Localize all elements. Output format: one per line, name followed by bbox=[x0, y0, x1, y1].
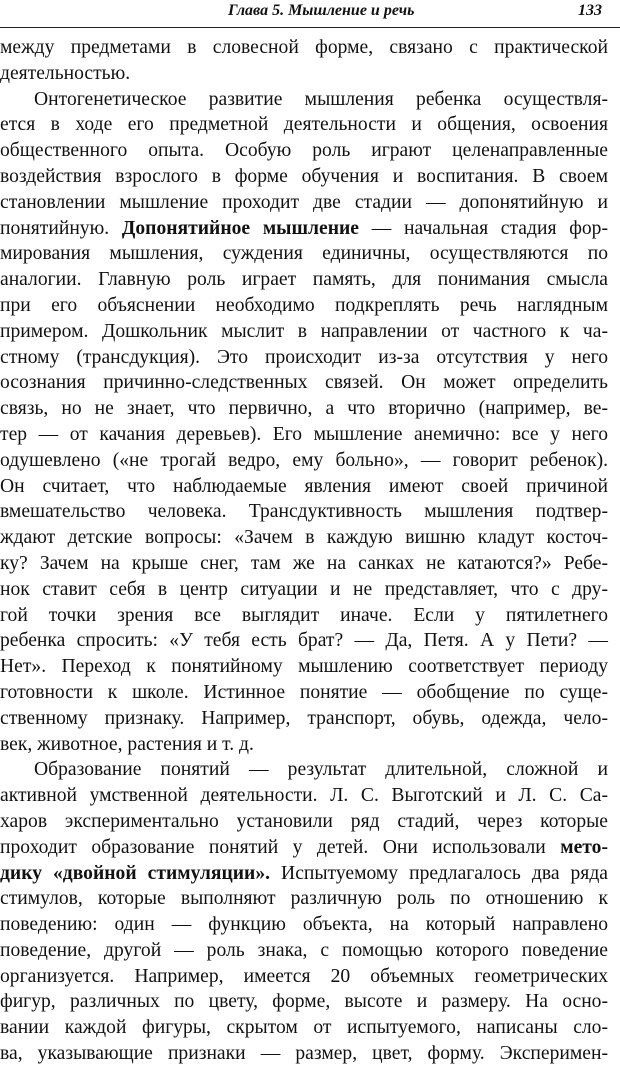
text-line: организуется. Например, имеется 20 объемных геометрических bbox=[0, 965, 608, 987]
header-rule bbox=[0, 27, 620, 28]
text-line: одушевлено («не трогай ведро, ему больно», — говорит ребенок). bbox=[0, 449, 608, 471]
text-line: аналогии. Главную роль играет память, для понимания смысла bbox=[0, 269, 608, 291]
text-line: поведение, другой — роль знака, с помощью которого поведение bbox=[0, 939, 608, 961]
term-method-start: мето- bbox=[560, 836, 608, 858]
text-line: между предметами в словесной форме, связано с практической bbox=[0, 37, 608, 58]
text-line: связь, но не знает, что первично, а что вторично (например, ве- bbox=[0, 398, 608, 420]
text-line: воздействия взрослого в форме обучения и воспитания. В своем bbox=[0, 165, 608, 187]
chapter-title: Глава 5. Мышление и речь bbox=[228, 2, 415, 19]
text-line: фигур, различных по цвету, форме, высоте и размеру. На осно- bbox=[0, 991, 608, 1013]
text-fragment: Испытуемому предлагалось два ряда bbox=[281, 862, 608, 884]
text-line: вании каждой фигуры, скрытом от испытуемого, написаны сло- bbox=[0, 1017, 608, 1039]
text-line: ется в ходе его предметной деятельности и общения, освоения bbox=[0, 114, 608, 136]
text-line: Образование понятий — результат длительной, сложной и bbox=[34, 759, 608, 781]
text-line bbox=[0, 835, 608, 861]
text-line: гой точки зрения все выглядит иначе. Если у пятилетнего bbox=[0, 604, 608, 626]
text-line: Нет». Переход к понятийному мышлению соответствует периоду bbox=[0, 656, 608, 678]
running-head bbox=[0, 2, 620, 26]
text-line: ва, указывающие признаки — размер, цвет, форму. Эксперимен- bbox=[0, 1043, 608, 1065]
text-line: Онтогенетическое развитие мышления ребенка осуществля- bbox=[34, 88, 608, 110]
text-line: становлении мышление проходит две стадии — допонятийную и bbox=[0, 191, 608, 213]
text-fragment: понятийную. bbox=[0, 217, 110, 239]
text-line: примером. Дошкольник мыслит в направлении от частного к ча- bbox=[0, 320, 608, 342]
text-line: стному (трансдукция). Это происходит из-за отсутствия у него bbox=[0, 346, 608, 368]
text-line: активной умственной деятельности. Л. С. Выготский и Л. С. Са- bbox=[0, 785, 608, 807]
text-line bbox=[0, 216, 608, 242]
text-line: ку? Зачем на крыше снег, там же на санках не катаются?» Ребе- bbox=[0, 552, 608, 574]
text-line: харов экспериментально установили ряд стадий, через которые bbox=[0, 810, 608, 832]
text-line: век, животное, растения и т. д. bbox=[0, 733, 254, 755]
body-text bbox=[0, 35, 608, 1067]
text-line: нок ставит себя в центр ситуации и не представляет, что с дру- bbox=[0, 578, 608, 600]
text-line: мирования мышления, суждения единичны, осуществляются по bbox=[0, 243, 608, 265]
text-line: тер — от качания деревьев). Его мышление анемично: все у него bbox=[0, 423, 608, 445]
page-number: 133 bbox=[578, 2, 602, 19]
text-line: при его объяснении необходимо подкреплять речь наглядным bbox=[0, 294, 608, 316]
text-line: общественного опыта. Особую роль играют целенаправленные bbox=[0, 140, 608, 162]
text-line: деятельностью. bbox=[0, 62, 131, 84]
text-line: поведению: один — функцию объекта, на который направлено bbox=[0, 914, 608, 936]
text-line: осознания причинно-следственных связей. Он может определить bbox=[0, 372, 608, 394]
term-double-stimulation: дику «двойной стимуляции». bbox=[0, 862, 271, 884]
text-line bbox=[0, 861, 608, 887]
text-line: ребенка спросить: «У тебя есть брат? — Да, Петя. А у Пети? — bbox=[0, 630, 608, 652]
text-line: ственному признаку. Например, транспорт, обувь, одежда, чело- bbox=[0, 707, 608, 729]
text-line: вмешательство человека. Трансдуктивность мышления подтвер- bbox=[0, 501, 608, 523]
text-fragment: проходит образование понятий у детей. Они использовали bbox=[0, 836, 546, 858]
text-line: ждают детские вопросы: «Зачем в каждую вишню кладут косточ- bbox=[0, 527, 608, 549]
text-line: готовности к школе. Истинное понятие — обобщение по суще- bbox=[0, 681, 608, 703]
term-preconceptual-thinking: Допонятийное мышление bbox=[121, 217, 359, 239]
text-fragment: — начальная стадия фор- bbox=[371, 217, 609, 239]
text-line: Он считает, что наблюдаемые явления имеют своей причиной bbox=[0, 475, 608, 497]
text-line: стимулов, которые выполняют различную роль по отношению к bbox=[0, 888, 608, 910]
